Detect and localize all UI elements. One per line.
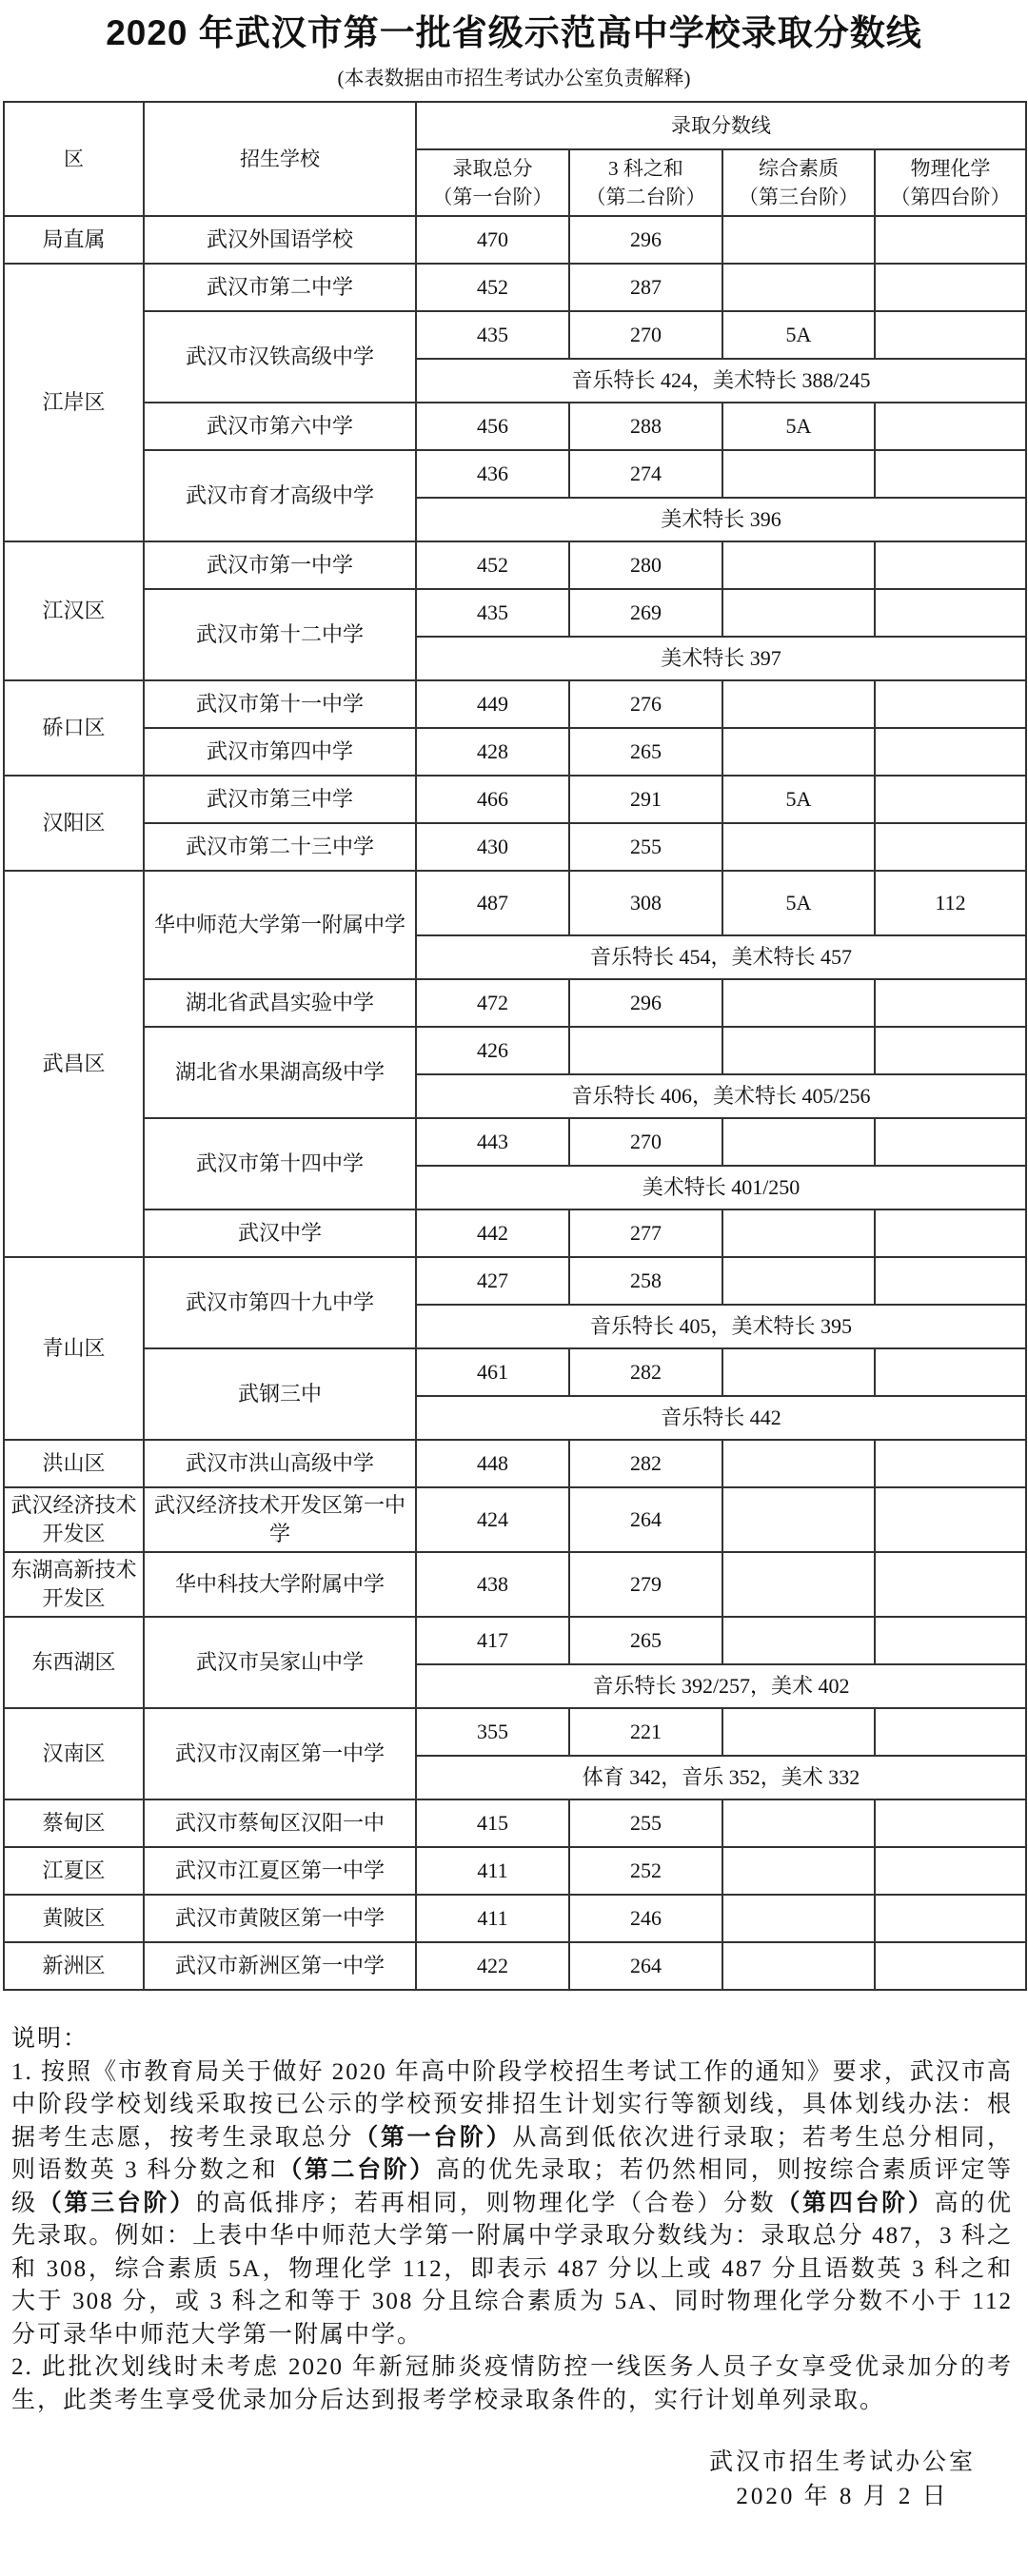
comprehensive-cell [722, 1942, 875, 1990]
table-row [4, 541, 1026, 589]
total-score-cell: 442 [416, 1209, 569, 1257]
physics-chemistry-cell [875, 1942, 1026, 1990]
school-cell: 武汉市第二中学 [144, 264, 416, 311]
total-score-cell: 427 [416, 1257, 569, 1305]
physics-chemistry-cell [875, 589, 1026, 637]
school-cell: 武钢三中 [144, 1348, 416, 1440]
signature-org: 武汉市招生考试办公室 [708, 2449, 976, 2475]
total-score-cell: 466 [416, 776, 569, 823]
three-subjects-cell: 282 [569, 1348, 722, 1396]
note-emphasis: （第三台阶） [37, 2190, 196, 2216]
comprehensive-cell [722, 1487, 875, 1552]
table-row [4, 728, 1026, 776]
school-cell: 华中科技大学附属中学 [144, 1552, 416, 1617]
note-text: 1. 按照《市教育局关于做好 2020 年高中阶段学校招生考试工作的通知》要求，武汉市高中阶段学校划线采取按已公示的学校预安排招生计划实行等额划线，具体划线办法：根据考生志愿，按考生录取总分 [11, 2058, 1013, 2151]
comprehensive-cell [722, 1708, 875, 1756]
three-subjects-cell: 282 [569, 1440, 722, 1487]
school-cell: 武汉市汉铁高级中学 [144, 311, 416, 403]
physics-chemistry-cell [875, 979, 1026, 1027]
physics-chemistry-cell [875, 1209, 1026, 1257]
physics-chemistry-cell [875, 776, 1026, 823]
table-row [4, 680, 1026, 728]
three-subjects-cell: 279 [569, 1552, 722, 1617]
table-row [4, 823, 1026, 871]
school-cell: 武汉外国语学校 [144, 216, 416, 264]
district-cell: 江岸区 [4, 264, 144, 541]
physics-chemistry-cell [875, 403, 1026, 450]
school-cell: 武汉市第十四中学 [144, 1118, 416, 1209]
total-score-cell: 448 [416, 1440, 569, 1487]
total-score-cell: 452 [416, 264, 569, 311]
three-subjects-cell: 296 [569, 216, 722, 264]
special-talent-note: 体育 342，音乐 352，美术 332 [416, 1756, 1026, 1799]
three-subjects-cell: 265 [569, 728, 722, 776]
three-subjects-cell: 269 [569, 589, 722, 637]
comprehensive-cell [722, 680, 875, 728]
school-cell: 武汉市第四中学 [144, 728, 416, 776]
comprehensive-cell: 5A [722, 311, 875, 359]
special-talent-note: 美术特长 397 [416, 637, 1026, 680]
total-score-cell: 435 [416, 589, 569, 637]
total-score-cell: 435 [416, 311, 569, 359]
table-row [4, 1895, 1026, 1942]
page-subtitle: (本表数据由市招生考试办公室负责解释) [337, 67, 691, 89]
district-cell: 东湖高新技术开发区 [4, 1552, 144, 1617]
comprehensive-cell [722, 1617, 875, 1664]
comprehensive-cell: 5A [722, 403, 875, 450]
school-cell: 武汉市第六中学 [144, 403, 416, 450]
three-subjects-cell: 274 [569, 450, 722, 498]
total-score-cell: 487 [416, 871, 569, 935]
comprehensive-cell [722, 1118, 875, 1166]
district-cell: 洪山区 [4, 1440, 144, 1487]
school-cell: 武汉市汉南区第一中学 [144, 1708, 416, 1799]
special-talent-note: 音乐特长 442 [416, 1396, 1026, 1440]
school-cell: 武汉中学 [144, 1209, 416, 1257]
total-score-cell: 411 [416, 1895, 569, 1942]
total-score-cell: 443 [416, 1118, 569, 1166]
comprehensive-cell [722, 728, 875, 776]
comprehensive-cell: 5A [722, 871, 875, 935]
physics-chemistry-cell [875, 1027, 1026, 1074]
school-cell: 武汉市第三中学 [144, 776, 416, 823]
physics-chemistry-cell [875, 1118, 1026, 1166]
school-cell: 华中师范大学第一附属中学 [144, 871, 416, 979]
table-row [4, 403, 1026, 450]
comprehensive-cell: 5A [722, 776, 875, 823]
physics-chemistry-cell [875, 1348, 1026, 1396]
special-talent-note: 音乐特长 405，美术特长 395 [416, 1305, 1026, 1348]
district-cell: 蔡甸区 [4, 1799, 144, 1847]
table-row [4, 979, 1026, 1027]
district-cell: 新洲区 [4, 1942, 144, 1990]
physics-chemistry-cell [875, 541, 1026, 589]
note-emphasis: （第一台阶） [354, 2124, 513, 2151]
physics-chemistry-cell [875, 216, 1026, 264]
physics-chemistry-cell [875, 1487, 1026, 1552]
total-score-cell: 424 [416, 1487, 569, 1552]
comprehensive-cell [722, 450, 875, 498]
physics-chemistry-cell [875, 264, 1026, 311]
note-item [11, 2351, 1013, 2417]
note-emphasis: （第二台阶） [278, 2157, 436, 2183]
table-row [4, 311, 1026, 359]
district-cell: 黄陂区 [4, 1895, 144, 1942]
table-row [4, 450, 1026, 498]
score-table-body [4, 216, 1026, 1990]
comprehensive-cell [722, 1027, 875, 1074]
header-district: 区 [4, 102, 144, 216]
three-subjects-cell: 258 [569, 1257, 722, 1305]
total-score-cell: 428 [416, 728, 569, 776]
three-subjects-cell: 255 [569, 823, 722, 871]
school-cell: 武汉市第十二中学 [144, 589, 416, 680]
school-cell: 湖北省水果湖高级中学 [144, 1027, 416, 1118]
three-subjects-cell: 270 [569, 1118, 722, 1166]
three-subjects-cell: 276 [569, 680, 722, 728]
district-cell: 汉南区 [4, 1708, 144, 1799]
total-score-cell: 422 [416, 1942, 569, 1990]
header-comprehensive: 综合素质 （第三台阶） [722, 149, 875, 216]
notes-heading: 说明： [11, 2026, 89, 2052]
table-row [4, 871, 1026, 935]
physics-chemistry-cell: 112 [875, 871, 1026, 935]
comprehensive-cell [722, 1257, 875, 1305]
header-score-group: 录取分数线 [416, 102, 1026, 149]
special-talent-note: 音乐特长 392/257，美术 402 [416, 1664, 1026, 1708]
score-table [3, 101, 1027, 1991]
table-row [4, 1552, 1026, 1617]
comprehensive-cell [722, 1209, 875, 1257]
total-score-cell: 417 [416, 1617, 569, 1664]
three-subjects-cell: 264 [569, 1942, 722, 1990]
signature [685, 2446, 999, 2514]
note-emphasis: （第四台阶） [776, 2190, 935, 2216]
total-score-cell: 355 [416, 1708, 569, 1756]
district-cell: 江汉区 [4, 541, 144, 680]
comprehensive-cell [722, 979, 875, 1027]
school-cell: 武汉市江夏区第一中学 [144, 1847, 416, 1895]
school-cell: 武汉市第一中学 [144, 541, 416, 589]
header-total-score: 录取总分 （第一台阶） [416, 149, 569, 216]
three-subjects-cell: 221 [569, 1708, 722, 1756]
total-score-cell: 472 [416, 979, 569, 1027]
total-score-cell: 452 [416, 541, 569, 589]
three-subjects-cell: 288 [569, 403, 722, 450]
special-talent-note: 音乐特长 406，美术特长 405/256 [416, 1074, 1026, 1118]
school-cell: 武汉经济技术开发区第一中学 [144, 1487, 416, 1552]
table-row [4, 1209, 1026, 1257]
table-row [4, 216, 1026, 264]
note-text: 高的优先录取。例如：上表中华中师范大学第一附属中学录取分数线为：录取总分 487，3 科之和 308，综合素质 5A，物理化学 112，即表示 487 分以上或 487 分且语数英 3 科之和大于 308 分，或 3 科之和等于 308 分且综合素质为 5A、同时物理化学分数不小于 112 分可录华中师范大学第一附属中学。 [11, 2190, 1013, 2348]
comprehensive-cell [722, 1348, 875, 1396]
header-physics-chemistry: 物理化学 （第四台阶） [875, 149, 1026, 216]
physics-chemistry-cell [875, 1895, 1026, 1942]
physics-chemistry-cell [875, 1617, 1026, 1664]
three-subjects-cell: 265 [569, 1617, 722, 1664]
table-row [4, 1257, 1026, 1305]
comprehensive-cell [722, 541, 875, 589]
comprehensive-cell [722, 823, 875, 871]
total-score-cell: 436 [416, 450, 569, 498]
signature-date: 2020 年 8 月 2 日 [736, 2484, 949, 2509]
note-text: 2. 此批次划线时未考虑 2020 年新冠肺炎疫情防控一线医务人员子女享受优录加分的考生，此类考生享受优录加分后达到报考学校录取条件的，实行计划单列录取。 [11, 2354, 1013, 2413]
comprehensive-cell [722, 1440, 875, 1487]
district-cell: 武汉经济技术开发区 [4, 1487, 144, 1552]
school-cell: 湖北省武昌实验中学 [144, 979, 416, 1027]
table-row [4, 1440, 1026, 1487]
table-row [4, 1118, 1026, 1166]
special-talent-note: 美术特长 401/250 [416, 1166, 1026, 1209]
school-cell: 武汉市蔡甸区汉阳一中 [144, 1799, 416, 1847]
table-row [4, 1799, 1026, 1847]
district-cell: 青山区 [4, 1257, 144, 1440]
physics-chemistry-cell [875, 728, 1026, 776]
three-subjects-cell: 287 [569, 264, 722, 311]
table-row [4, 1847, 1026, 1895]
comprehensive-cell [722, 1799, 875, 1847]
comprehensive-cell [722, 264, 875, 311]
physics-chemistry-cell [875, 823, 1026, 871]
physics-chemistry-cell [875, 1440, 1026, 1487]
school-cell: 武汉市洪山高级中学 [144, 1440, 416, 1487]
special-talent-note: 音乐特长 454，美术特长 457 [416, 935, 1026, 979]
three-subjects-cell: 296 [569, 979, 722, 1027]
total-score-cell: 411 [416, 1847, 569, 1895]
district-cell: 硚口区 [4, 680, 144, 776]
total-score-cell: 461 [416, 1348, 569, 1396]
note-text: 从高到低依次进行录取；若考生总分相同，则语数英 3 科分数之和 [11, 2124, 1013, 2183]
special-talent-note: 音乐特长 424，美术特长 388/245 [416, 359, 1026, 403]
three-subjects-cell: 264 [569, 1487, 722, 1552]
total-score-cell: 415 [416, 1799, 569, 1847]
total-score-cell: 456 [416, 403, 569, 450]
physics-chemistry-cell [875, 680, 1026, 728]
school-cell: 武汉市第二十三中学 [144, 823, 416, 871]
note-text: 的高低排序；若再相同，则物理化学（合卷）分数 [195, 2190, 777, 2216]
table-row [4, 1617, 1026, 1664]
physics-chemistry-cell [875, 1847, 1026, 1895]
comprehensive-cell [722, 216, 875, 264]
physics-chemistry-cell [875, 450, 1026, 498]
physics-chemistry-cell [875, 1552, 1026, 1617]
three-subjects-cell: 291 [569, 776, 722, 823]
three-subjects-cell: 252 [569, 1847, 722, 1895]
district-cell: 东西湖区 [4, 1617, 144, 1708]
table-row [4, 1348, 1026, 1396]
header-school: 招生学校 [144, 102, 416, 216]
district-cell: 江夏区 [4, 1847, 144, 1895]
physics-chemistry-cell [875, 1257, 1026, 1305]
district-cell: 武昌区 [4, 871, 144, 1257]
school-cell: 武汉市吴家山中学 [144, 1617, 416, 1708]
table-row [4, 589, 1026, 637]
total-score-cell: 449 [416, 680, 569, 728]
district-cell: 汉阳区 [4, 776, 144, 871]
comprehensive-cell [722, 1552, 875, 1617]
three-subjects-cell [569, 1027, 722, 1074]
special-talent-note: 美术特长 396 [416, 498, 1026, 541]
note-item [11, 2056, 1013, 2352]
total-score-cell: 426 [416, 1027, 569, 1074]
school-cell: 武汉市第四十九中学 [144, 1257, 416, 1348]
three-subjects-cell: 270 [569, 311, 722, 359]
three-subjects-cell: 255 [569, 1799, 722, 1847]
total-score-cell: 470 [416, 216, 569, 264]
three-subjects-cell: 246 [569, 1895, 722, 1942]
district-cell: 局直属 [4, 216, 144, 264]
physics-chemistry-cell [875, 1799, 1026, 1847]
school-cell: 武汉市黄陂区第一中学 [144, 1895, 416, 1942]
header-three-subjects: 3 科之和 （第二台阶） [569, 149, 722, 216]
school-cell: 武汉市第十一中学 [144, 680, 416, 728]
comprehensive-cell [722, 589, 875, 637]
physics-chemistry-cell [875, 311, 1026, 359]
school-cell: 武汉市育才高级中学 [144, 450, 416, 541]
total-score-cell: 438 [416, 1552, 569, 1617]
total-score-cell: 430 [416, 823, 569, 871]
three-subjects-cell: 308 [569, 871, 722, 935]
notes [11, 2023, 1013, 2417]
table-row [4, 1027, 1026, 1074]
table-row [4, 264, 1026, 311]
three-subjects-cell: 277 [569, 1209, 722, 1257]
comprehensive-cell [722, 1895, 875, 1942]
table-row [4, 1942, 1026, 1990]
note-text: 高的优先录取；若仍然相同，则按综合素质评定等级 [11, 2157, 1013, 2216]
three-subjects-cell: 280 [569, 541, 722, 589]
table-row [4, 1708, 1026, 1756]
page-title: 2020 年武汉市第一批省级示范高中学校录取分数线 [106, 13, 922, 52]
table-row [4, 776, 1026, 823]
table-row [4, 1487, 1026, 1552]
school-cell: 武汉市新洲区第一中学 [144, 1942, 416, 1990]
physics-chemistry-cell [875, 1708, 1026, 1756]
comprehensive-cell [722, 1847, 875, 1895]
